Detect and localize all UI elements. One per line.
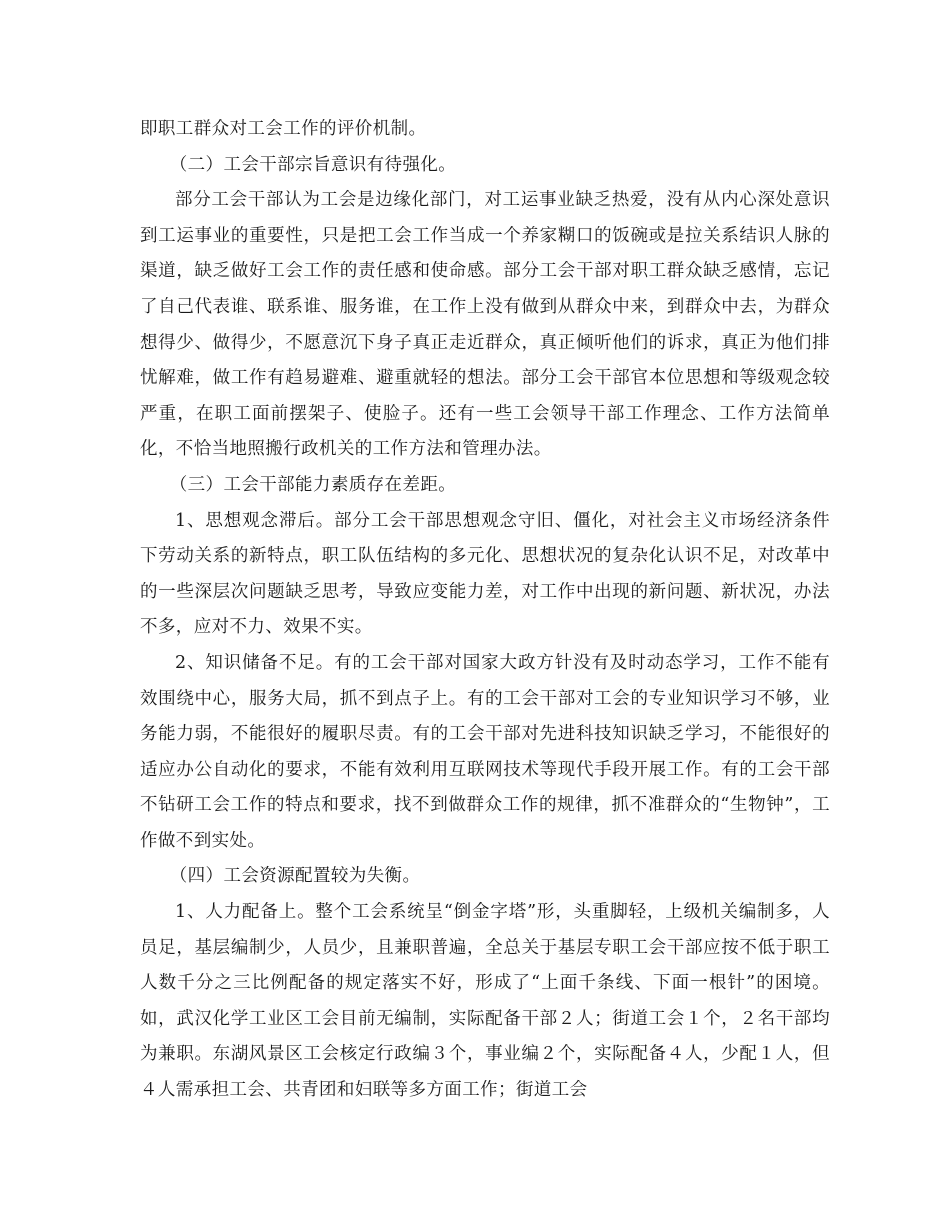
paragraph-body: 1、思想观念滞后。部分工会干部思想观念守旧、僵化，对社会主义市场经济条件下劳动关系的新特点，职工队伍结构的多元化、思想状况的复杂化认识不足，对改革中的一些深层次问题缺乏思考，导致应变能力差，对工作中出现的新问题、新状况，办法不多，应对不力、效果不实。 <box>140 510 830 638</box>
section-heading-2: （二）工会干部宗旨意识有待强化。 <box>169 154 457 175</box>
section-heading-3: （三）工会干部能力素质存在差距。 <box>169 474 457 495</box>
paragraph-body: 2、知识储备不足。有的工会干部对国家大政方针没有及时动态学习，工作不能有效围绕中心，服务大局，抓不到点子上。有的工会干部对工会的专业知识学习不够，业务能力弱，不能很好的履职尽责。有的工会干部对先进科技知识缺乏学习，不能很好的适应办公自动化的要求，不能有效利用互联网技术等现代手段开展工作。有的工会干部不钻研工会工作的特点和要求，找不到做群众工作的规律，抓不准群众的“生物钟”，工作做不到实处。 <box>140 652 830 851</box>
document-body <box>140 112 830 1109</box>
section-heading-4: （四）工会资源配置较为失衡。 <box>169 866 421 887</box>
paragraph-continuation: 即职工群众对工会工作的评价机制。 <box>140 119 427 139</box>
paragraph-body: 部分工会干部认为工会是边缘化部门，对工运事业缺乏热爱，没有从内心深处意识到工运事业的重要性，只是把工会工作当成一个养家糊口的饭碗或是拉关系结识人脉的渠道，缺乏做好工会工作的责任感和使命感。部分工会干部对职工群众缺乏感情，忘记了自己代表谁、联系谁、服务谁，在工作上没有做到从群众中来，到群众中去，为群众想得少、做得少，不愿意沉下身子真正走近群众，真正倾听他们的诉求，真正为他们排忧解难，做工作有趋易避难、避重就轻的想法。部分工会干部官本位思想和等级观念较严重，在职工面前摆架子、使脸子。还有一些工会领导干部工作理念、工作方法简单化，不恰当地照搬行政机关的工作方法和管理办法。 <box>140 190 830 460</box>
paragraph-body: 1、人力配备上。整个工会系统呈“倒金字塔”形，头重脚轻，上级机关编制多，人员足，基层编制少，人员少，且兼职普遍，全总关于基层专职工会干部应按不低于职工人数千分之三比例配备的规定落实不好，形成了“上面千条线、下面一根针”的困境。如，武汉化学工业区工会目前无编制，实际配备干部２人；街道工会１个，２名干部均为兼职。东湖风景区工会核定行政编３个，事业编２个，实际配备４人，少配１人，但４人需承担工会、共青团和妇联等多方面工作；街道工会 <box>140 902 830 1101</box>
